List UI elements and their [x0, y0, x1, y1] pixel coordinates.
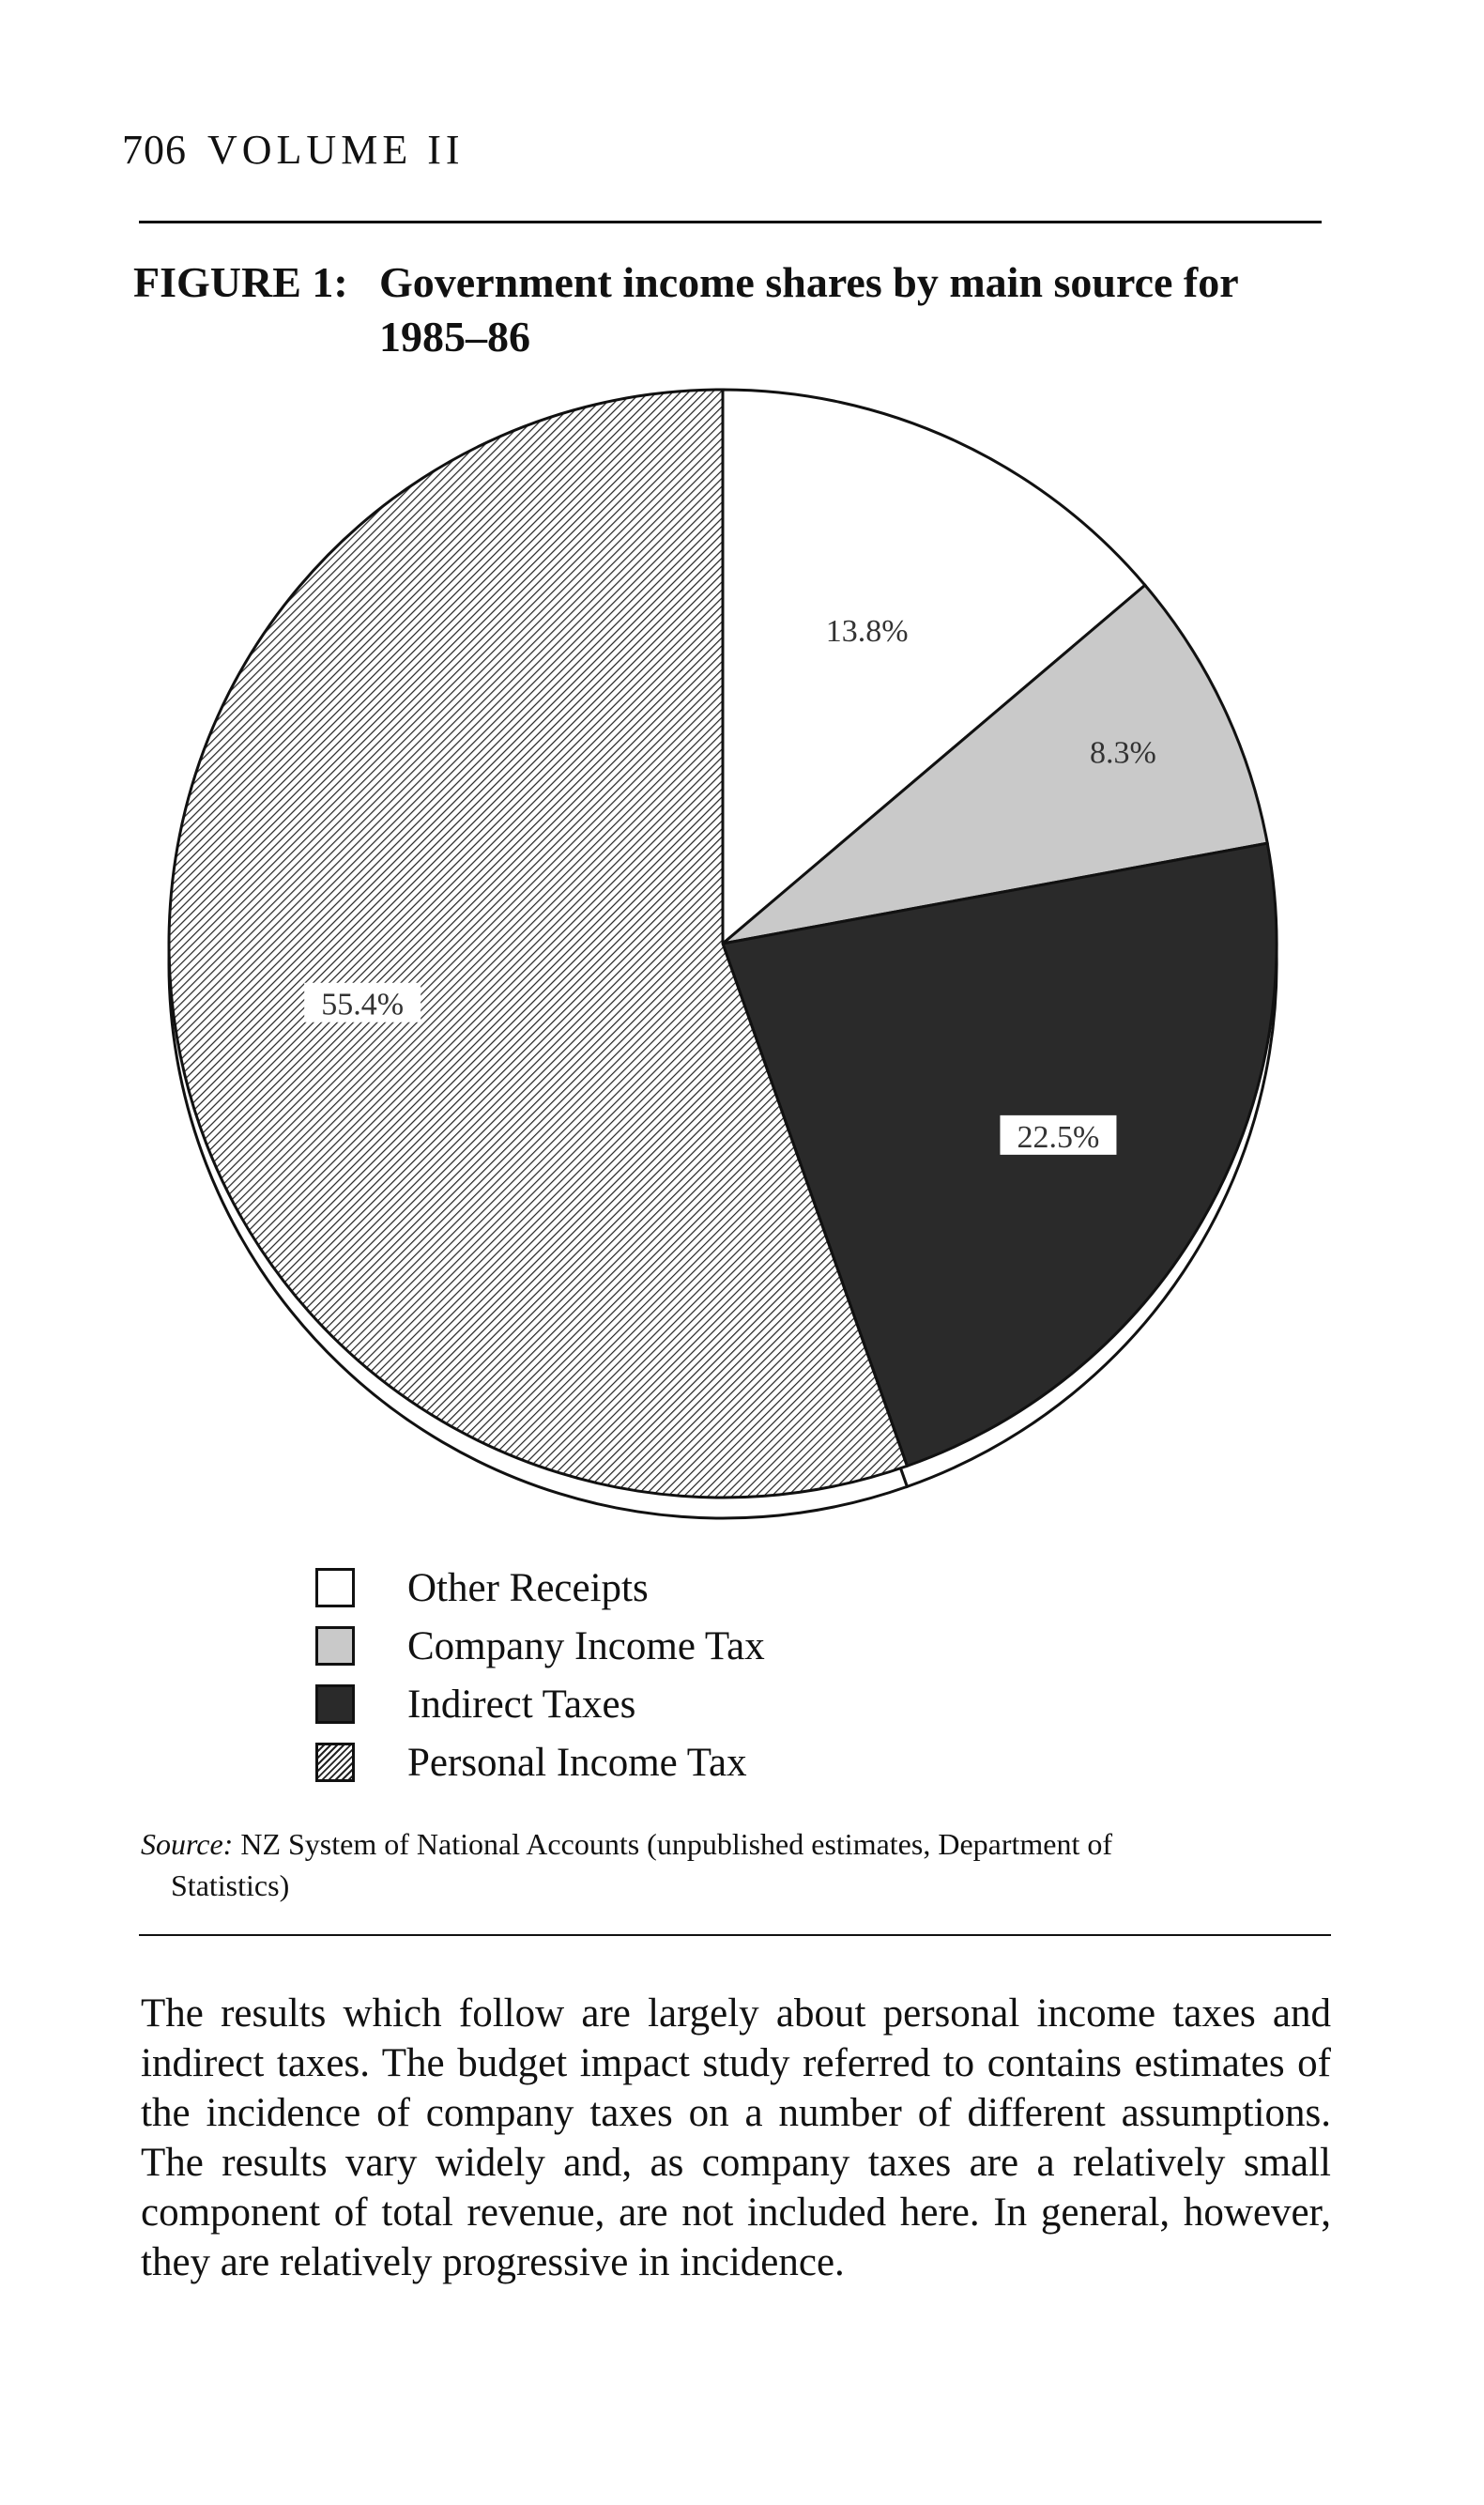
source-rule	[139, 1934, 1331, 1936]
legend-label: Personal Income Tax	[407, 1740, 747, 1785]
pie-slices	[169, 390, 1277, 1498]
legend	[315, 1559, 765, 1791]
figure-title-line1: Government income shares by main source for	[379, 258, 1239, 306]
legend-swatch-company-income-tax	[315, 1626, 355, 1666]
figure-label: FIGURE 1:	[133, 258, 348, 306]
top-rule	[139, 221, 1322, 223]
legend-item-personal-income-tax	[315, 1733, 765, 1791]
body-paragraph: The results which follow are largely about personal income taxes and indirect taxes. The budget impact study referred to contains estimates of the incidence of company taxes on a number of different assumptions. The results vary widely and, as company taxes are a relatively small component of total revenue, are not included here. In general, however, they are relatively progressive in incidence.	[141, 1991, 1331, 2284]
pie-label-company-income-tax	[1090, 736, 1156, 771]
source-text-line1: NZ System of National Accounts (unpublished estimates, Department of	[240, 1827, 1113, 1861]
pie-label-text: 22.5%	[1017, 1119, 1100, 1155]
legend-swatch-personal-income-tax	[315, 1743, 355, 1782]
source-text-line2: Statistics)	[171, 1868, 290, 1902]
page-number: 706	[122, 127, 187, 173]
legend-item-indirect-taxes	[315, 1675, 765, 1733]
legend-label: Other Receipts	[407, 1565, 649, 1610]
legend-item-company-income-tax	[315, 1617, 765, 1675]
pie-label-text: 55.4%	[321, 987, 405, 1022]
pie-label-personal-income-tax	[304, 983, 421, 1022]
running-head-title: VOLUME II	[207, 127, 465, 173]
legend-swatch-indirect-taxes	[315, 1684, 355, 1724]
source-label: Source:	[141, 1827, 234, 1861]
legend-label: Company Income Tax	[407, 1623, 765, 1668]
pie-chart	[160, 371, 1323, 1535]
figure-title	[133, 255, 1325, 364]
legend-swatch-other-receipts	[315, 1568, 355, 1607]
figure-title-line2: 1985–86	[379, 313, 530, 361]
pie-label-indirect-taxes	[1000, 1115, 1116, 1155]
pie-label-text: 13.8%	[825, 614, 909, 650]
legend-label: Indirect Taxes	[407, 1682, 636, 1727]
running-head	[122, 126, 465, 174]
figure-source	[141, 1823, 1333, 1906]
pie-label-other-receipts	[826, 614, 909, 649]
pie-label-text: 8.3%	[1090, 735, 1156, 771]
legend-item-other-receipts	[315, 1559, 765, 1617]
